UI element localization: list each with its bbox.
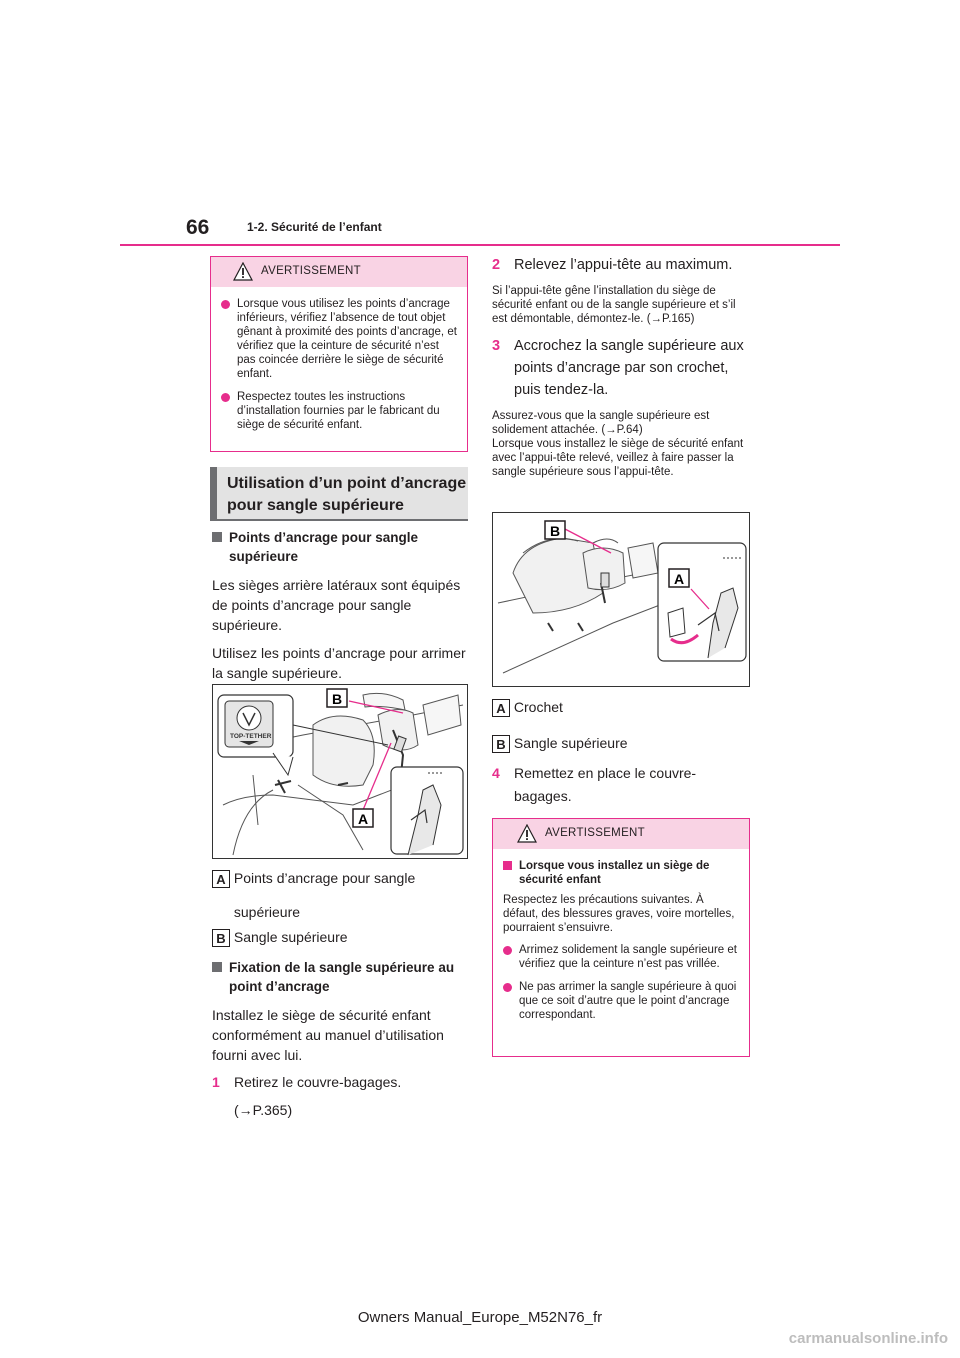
subheading-fixation: Fixation de la sangle supérieure au point d’ancrage bbox=[212, 958, 468, 996]
subheading-anchor-points: Points d’ancrage pour sangle supérieure bbox=[212, 528, 468, 566]
warning-box-1 bbox=[210, 256, 468, 452]
note: Assurez-vous que la sangle supérieure est solidement attachée. (→P.64) bbox=[492, 410, 710, 436]
warning-title: AVERTISSEMENT bbox=[545, 827, 645, 839]
paragraph: Installez le siège de sécurité enfant conformément au manuel d’utilisation fourni avec lui. bbox=[212, 1007, 444, 1063]
step-text: Retirez le couvre-bagages. bbox=[234, 1074, 402, 1090]
section-title: 1-2. Sécurité de l’enfant bbox=[247, 220, 382, 234]
fig2-label-b: B bbox=[550, 523, 561, 539]
top-tether-text: TOP-TETHER bbox=[230, 733, 272, 740]
step-4 bbox=[492, 762, 712, 808]
legend-a-text: Crochet bbox=[513, 699, 563, 715]
fig1-label-a: A bbox=[358, 811, 369, 827]
section-heading-text: Utilisation d’un point d’ancrage pour sangle supérieure bbox=[227, 475, 467, 514]
step-number: 1 bbox=[212, 1074, 220, 1090]
paragraph: Utilisez les points d’ancrage pour arrimer la sangle supérieure. bbox=[212, 645, 466, 681]
legend-a-right bbox=[492, 697, 563, 717]
step-number: 2 bbox=[492, 257, 501, 273]
seat-illustration bbox=[213, 685, 467, 858]
warning-bullet: Lorsque vous utilisez les points d’ancrage inférieurs, vérifiez l’absence de tout objet gênant à proximité des points d’ancrage, et vérifiez que la ceinture de sécurité n’est pas coincée derrière le siège de sécurité enfant. bbox=[221, 297, 457, 381]
warning-header bbox=[211, 257, 467, 287]
warning-bullet: Respectez toutes les instructions d’installation fournies par le fabricant du siège de sécurité enfant. bbox=[221, 390, 457, 432]
footer-text: Owners Manual_Europe_M52N76_fr bbox=[357, 1309, 603, 1326]
legend-b bbox=[212, 927, 468, 947]
legend-a-text: Points d’ancrage pour sangle supérieure bbox=[233, 870, 416, 920]
warning-box-2 bbox=[492, 818, 750, 1057]
legend-b-text: Sangle supérieure bbox=[513, 735, 628, 751]
step-3 bbox=[492, 335, 750, 401]
warning-bullet: Arrimez solidement la sangle supérieure et vérifiez que la ceinture n’est pas vrillée. bbox=[503, 943, 739, 971]
figure-anchor-points bbox=[212, 684, 468, 859]
warning-title: AVERTISSEMENT bbox=[261, 265, 361, 277]
watermark: carmanualsonline.info bbox=[788, 1330, 948, 1347]
fig2-label-a: A bbox=[674, 571, 685, 587]
step-text: Remettez en place le couvre-bagages. bbox=[514, 765, 697, 804]
legend-a bbox=[212, 868, 468, 929]
warning-triangle-icon bbox=[233, 262, 253, 282]
legend-label-b: B bbox=[212, 929, 230, 947]
step-1 bbox=[212, 1071, 468, 1127]
step-ref: (→P.365) bbox=[234, 1102, 293, 1118]
note: Lorsque vous installez le siège de sécurité enfant avec l’appui-tête relevé, veillez à faire passer la sangle supérieure sous l’appui-tête. bbox=[492, 438, 744, 478]
warning-triangle-icon bbox=[517, 824, 537, 844]
paragraph: Les sièges arrière latéraux sont équipés de points d’ancrage pour sangle supérieure. bbox=[212, 577, 461, 633]
section-heading bbox=[210, 467, 468, 521]
legend-label-a: A bbox=[492, 699, 510, 717]
warning-heading: Lorsque vous installez un siège de sécurité enfant bbox=[503, 859, 739, 887]
header-rule bbox=[120, 244, 840, 246]
legend-b-text: Sangle supérieure bbox=[233, 929, 348, 945]
legend-label-a: A bbox=[212, 870, 230, 888]
note: Si l’appui-tête gêne l’installation du siège de sécurité enfant ou de la sangle supérieure et s’il est démontable, démontez-le. (→P.165) bbox=[492, 285, 736, 325]
legend-label-b: B bbox=[492, 735, 510, 753]
step-number: 3 bbox=[492, 338, 501, 354]
step-text: Relevez l’appui-tête au maximum. bbox=[514, 257, 733, 273]
figure-hook bbox=[492, 512, 750, 687]
warning-header bbox=[493, 819, 749, 849]
legend-b-right bbox=[492, 733, 628, 753]
step-text: Accrochez la sangle supérieure aux points d’ancrage par son crochet, puis tendez-la. bbox=[514, 338, 744, 398]
fig1-label-b: B bbox=[332, 691, 343, 707]
warning-intro: Respectez les précautions suivantes. À défaut, des blessures graves, voire mortelles, pourraient s’ensuivre. bbox=[503, 894, 735, 934]
step-2 bbox=[492, 254, 750, 276]
step-number: 4 bbox=[492, 765, 500, 781]
hook-illustration bbox=[493, 513, 749, 686]
warning-bullet: Ne pas arrimer la sangle supérieure à quoi que ce soit d’autre que le point d’ancrage correspondant. bbox=[503, 980, 739, 1022]
page-number: 66 bbox=[186, 216, 210, 239]
